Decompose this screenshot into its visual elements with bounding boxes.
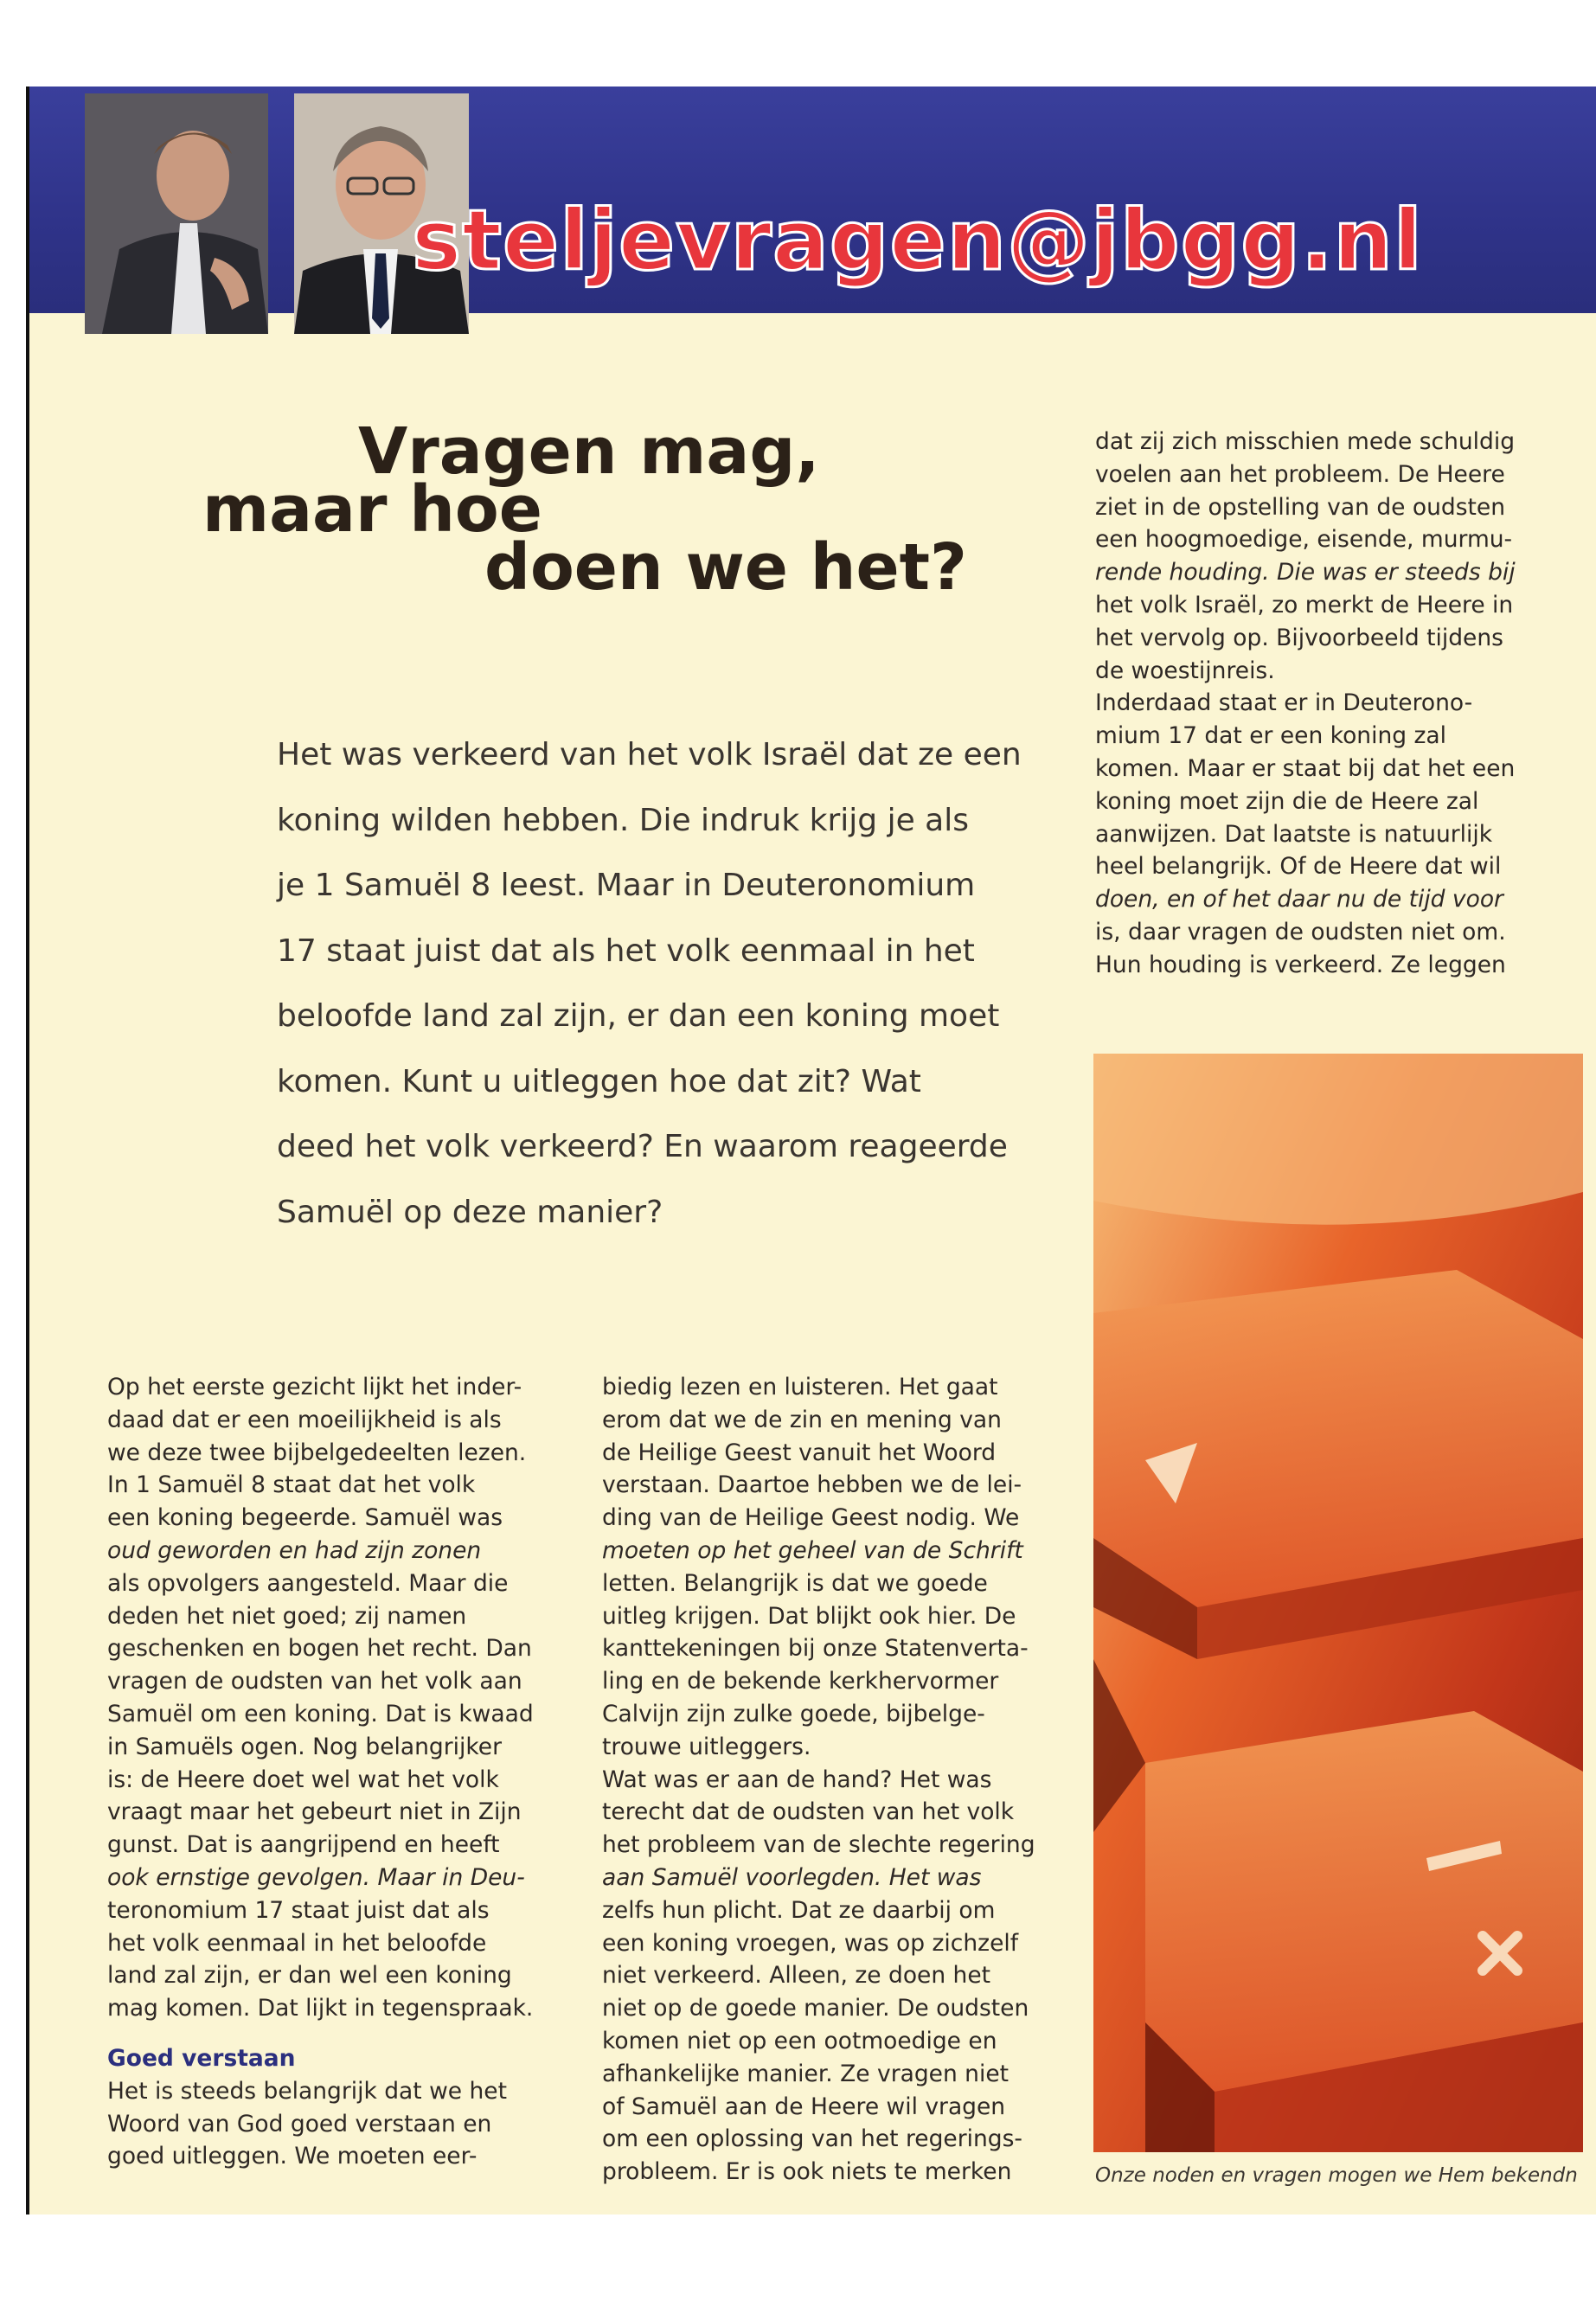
photo-caption: Onze noden en vragen mogen we Hem bekendn [1095,2164,1578,2187]
banner-email-title: steljevragen@jbgg.nl [412,192,1423,289]
text-line: aanwijzen. Dat laatste is natuurlijk [1095,820,1493,848]
intro-line: deed het volk verkeerd? En waarom reageerde [277,1129,1008,1164]
text-line: of Samuël aan de Heere wil vragen [602,2093,1006,2120]
text-line: om een oplossing van het regerings- [602,2125,1022,2153]
section-subheading: Goed verstaan [107,2044,296,2072]
text-line: Woord van God goed verstaan en [107,2110,492,2138]
text-line: het volk eenmaal in het beloofde [107,1929,487,1957]
text-line: probleem. Er is ook niets te merken [602,2158,1012,2186]
text-line: land zal zijn, er dan wel een koning [107,1962,512,1990]
text-line: mag komen. Dat lijkt in tegenspraak. [107,1995,534,2022]
text-line: zelfs hun plicht. Dat ze daarbij om [602,1896,996,1924]
text-line: vragen de oudsten van het volk aan [107,1668,522,1695]
text-line: koning moet zijn die de Heere zal [1095,787,1479,815]
intro-line: je 1 Samuël 8 leest. Maar in Deuteronomium [277,868,976,903]
text-line: goed uitleggen. We moeten eer- [107,2143,478,2170]
text-line: oud geworden en had zijn zonen [107,1536,482,1564]
text-line: Calvijn zijn zulke goede, bijbelge- [602,1700,985,1727]
text-line: In 1 Samuël 8 staat dat het volk [107,1471,476,1499]
text-line: mium 17 dat er een koning zal [1095,722,1447,750]
intro-line: 17 staat juist dat als het volk eenmaal in het [277,933,975,969]
text-line: Op het eerste gezicht lijkt het inder- [107,1374,522,1400]
page-edge [26,87,29,2214]
text-line: de woestijnreis. [1095,657,1275,684]
text-line: we deze twee bijbelgedeelten lezen. [107,1439,527,1466]
text-line: kanttekeningen bij onze Statenverta- [602,1635,1029,1663]
intro-line: komen. Kunt u uitleggen hoe dat zit? Wat [277,1063,921,1099]
text-line: is, daar vragen de oudsten niet om. [1095,918,1506,945]
text-line: deden het niet goed; zij namen [107,1602,467,1630]
keyboard-photo [1093,1054,1583,2152]
text-line: het vervolg op. Bijvoorbeeld tijdens [1095,624,1503,651]
article-column-2 [602,1371,1035,2189]
text-line: voelen aan het probleem. De Heere [1095,460,1505,488]
text-line: het probleem van de slechte regering [602,1831,1035,1859]
text-line: uitleg krijgen. Dat blijkt ook hier. De [602,1602,1016,1630]
text-line: dat zij zich misschien mede schuldig [1095,428,1516,455]
text-line: verstaan. Daartoe hebben we de lei- [602,1471,1022,1499]
intro-line: koning wilden hebben. Die indruk krijg je als [277,802,969,838]
text-line: het volk Israël, zo merkt de Heere in [1095,591,1514,619]
text-line: ding van de Heilige Geest nodig. We [602,1504,1020,1532]
intro-line: beloofde land zal zijn, er dan een koning moet [277,998,1000,1034]
text-line: doen, en of het daar nu de tijd voor [1095,886,1503,913]
headline-line-1: Vragen mag, [358,414,820,489]
text-line: niet verkeerd. Alleen, ze doen het [602,1962,991,1990]
text-line: erom dat we de zin en mening van [602,1406,1002,1433]
text-line: geschenken en bogen het recht. Dan [107,1635,532,1663]
text-line: komen. Maar er staat bij dat het een [1095,754,1516,782]
text-line: terecht dat de oudsten van het volk [602,1798,1015,1826]
text-line: afhankelijke manier. Ze vragen niet [602,2060,1010,2087]
text-line: in Samuëls ogen. Nog belangrijker [107,1733,502,1760]
text-line: Het is steeds belangrijk dat we het [107,2077,507,2105]
text-line: vraagt maar het gebeurt niet in Zijn [107,1798,522,1826]
text-line: niet op de goede manier. De oudsten [602,1995,1029,2022]
article-column-3 [1095,426,1516,982]
headline-line-3: doen we het? [484,530,967,605]
text-line: komen niet op een ootmoedige en [602,2027,997,2054]
text-line: teronomium 17 staat juist dat als [107,1896,490,1924]
text-line: Samuël om een koning. Dat is kwaad [107,1700,534,1727]
text-line: ziet in de opstelling van de oudsten [1095,493,1505,521]
text-line: ook ernstige gevolgen. Maar in Deu- [107,1863,525,1891]
text-line: als opvolgers aangesteld. Maar die [107,1569,509,1597]
headline-line-2: maar hoe [202,472,542,547]
text-line: Wat was er aan de hand? Het was [602,1766,992,1793]
text-line: heel belangrijk. Of de Heere dat wil [1095,853,1502,881]
text-line: een koning vroegen, was op zichzelf [602,1929,1019,1957]
speaker-photo [85,93,268,334]
text-line: moeten op het geheel van de Schrift [602,1536,1023,1564]
text-line: een koning begeerde. Samuël was [107,1504,503,1532]
text-line: Hun houding is verkeerd. Ze leggen [1095,951,1506,978]
intro-line: Het was verkeerd van het volk Israël dat ze een [277,737,1022,772]
text-line: een hoogmoedige, eisende, murmu- [1095,526,1513,554]
text-line: daad dat er een moeilijkheid is als [107,1406,502,1433]
text-line: is: de Heere doet wel wat het volk [107,1766,499,1793]
text-line: de Heilige Geest vanuit het Woord [602,1439,997,1466]
text-line: trouwe uitleggers. [602,1733,811,1760]
text-line: rende houding. Die was er steeds bij [1095,559,1516,586]
text-line: letten. Belangrijk is dat we goede [602,1569,988,1597]
text-line: biedig lezen en luisteren. Het gaat [602,1374,998,1400]
text-line: gunst. Dat is aangrijpend en heeft [107,1831,500,1859]
text-line: aan Samuël voorlegden. Het was [602,1863,982,1891]
article-column-1 [107,1371,534,2173]
intro-line: Samuël op deze manier? [277,1194,663,1230]
text-line: Inderdaad staat er in Deuterono- [1095,689,1473,717]
intro-question [277,722,1038,1245]
text-line: ling en de bekende kerkhervormer [602,1668,999,1695]
